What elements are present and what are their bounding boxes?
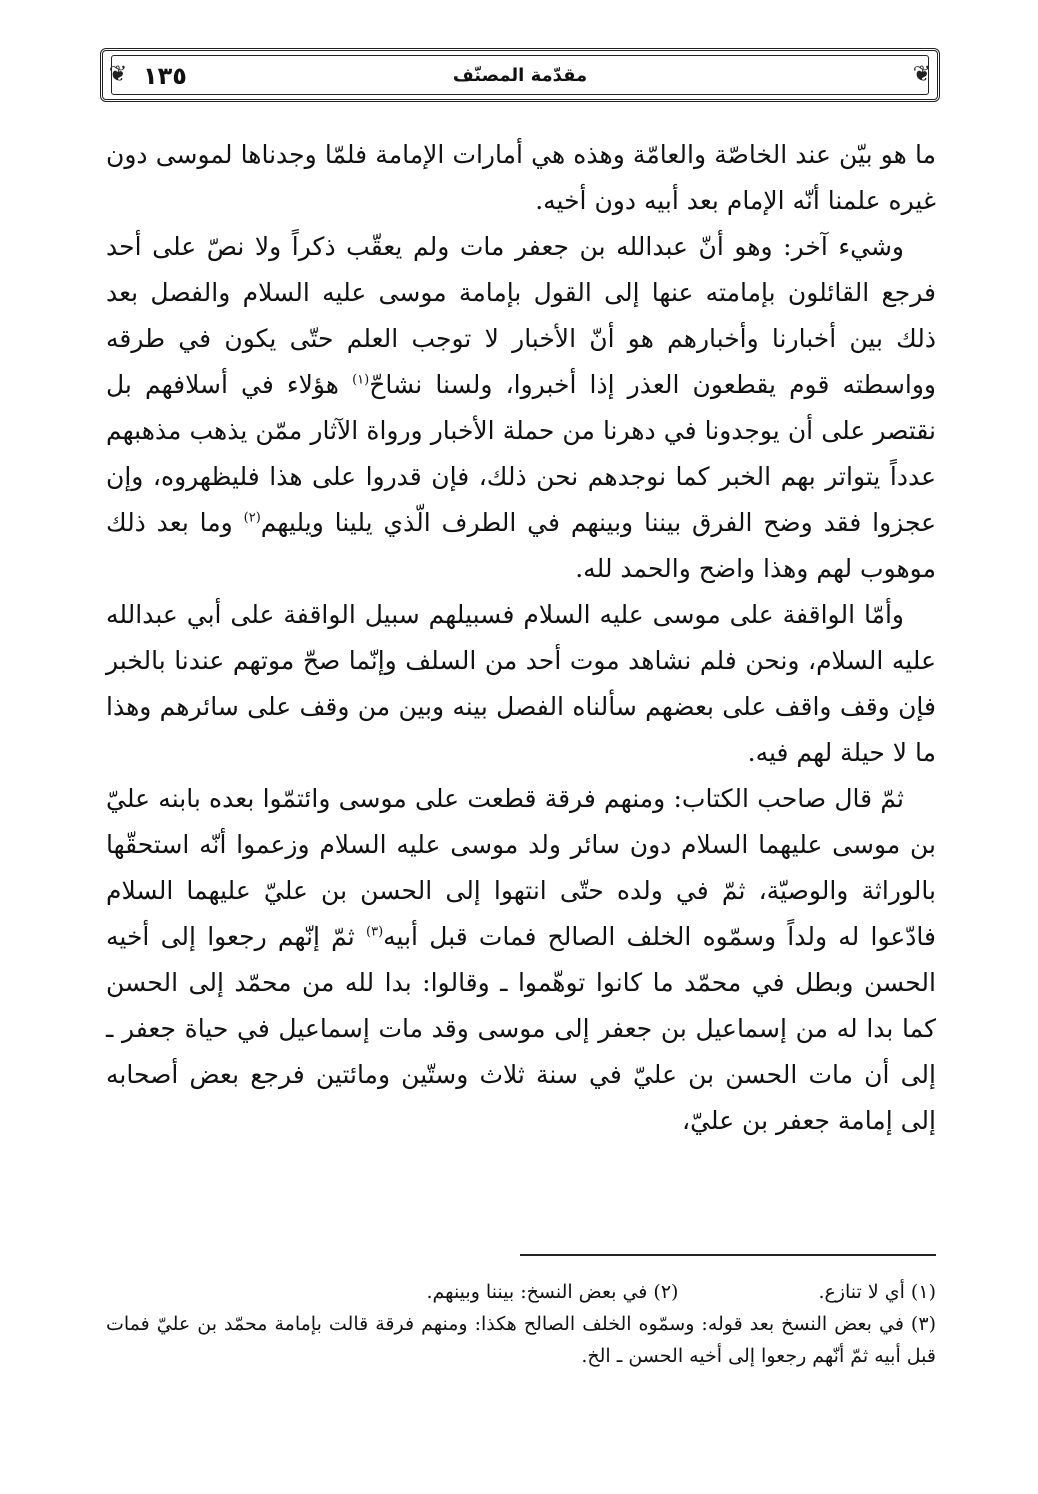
page-number: ١٣٥ xyxy=(143,62,187,90)
footnote-separator xyxy=(520,1254,936,1256)
footnote-ref-3[interactable]: (٣) xyxy=(366,924,384,940)
ornament-left-icon: ❦ xyxy=(108,62,128,87)
footnote-ref-2[interactable]: (٢) xyxy=(243,510,261,526)
paragraph-1: ما هو بيّن عند الخاصّة والعامّة وهذه هي أمارات الإمامة فلمّا وجدناها لموسى دون غيره علمنا أنّه الإمام بعد أبيه دون أخيه. xyxy=(106,140,936,215)
running-header xyxy=(100,48,940,102)
footnote-2: (٢) في بعض النسخ: بيننا وبينهم. xyxy=(426,1281,679,1303)
footnote-ref-1[interactable]: (١) xyxy=(352,372,370,388)
paragraph-2-continuation: هؤلاء في أسلافهم بل نقتصر على أن يوجدونا في دهرنا من حملة الأخبار ورواة الآثار ممّن يذهب مذهبهم عدداً يتواتر بهم الخبر كما نوجدهم نحن ذلك، فإن قدروا على هذا فليظهروه، وإن عجزوا فقد وضح الفرق بيننا وبينهم في الطرف الّذي يلينا ويليهم xyxy=(106,370,937,537)
paragraph-2-text: وشيء آخر: وهو أنّ عبدالله بن جعفر مات ولم يعقّب ذكراً ولا نصّ على أحد فرجع القائلون بإمامته عنها إلى القول بإمامة موسى عليه السلام والفصل بعد ذلك بين أخبارنا وأخبارهم هو أنّ الأخبار لا توجب العلم حتّى يكون في طرقه وواسطته قوم يقطعون العذر إذا أخبروا، ولسنا نشاحّ xyxy=(106,232,936,399)
running-title: مقدّمة المصنّف xyxy=(452,65,588,86)
paragraph-4-text: ثمّ قال صاحب الكتاب: ومنهم فرقة قطعت على موسى وائتمّوا بعده بابنه عليّ بن موسى عليهما السلام دون سائر ولد موسى عليه السلام وزعموا أنّه استحقّها بالوراثة والوصيّة، ثمّ في ولده حتّى انتهوا إلى الحسن بن عليّ عليهما السلام فادّعوا له ولداً وسمّوه الخلف الصالح فمات قبل أبيه xyxy=(106,784,936,951)
main-text xyxy=(106,132,936,1144)
paragraph-2-end: وما بعد ذلك موهوب لهم وهذا واضح والحمد لله. xyxy=(106,508,936,583)
footnote-1: (١) أي لا تنازع. xyxy=(818,1281,936,1303)
footnote-row xyxy=(106,1276,936,1308)
paragraph-3: وأمّا الواقفة على موسى عليه السلام فسبيلهم سبيل الواقفة على أبي عبدالله عليه السلام، ونحن فلم نشاهد موت أحد من السلف وإنّما صحّ موتهم عندنا بالخبر فإن وقف واقف على بعضهم سألناه الفصل بينه وبين من وقف على سائرهم وهذا ما لا حيلة لهم فيه. xyxy=(106,600,936,767)
paragraph-4 xyxy=(106,776,936,1144)
paragraph-4-continuation: ثمّ إنّهم رجعوا إلى أخيه الحسن وبطل في محمّد ما كانوا توهّموا ـ وقالوا: بدا لله من محمّد إلى الحسن كما بدا له من إسماعيل بن جعفر إلى موسى وقد مات إسماعيل في حياة جعفر ـ إلى أن مات الحسن بن عليّ في سنة ثلاث وستّين ومائتين فرجع بعض أصحابه إلى إمامة جعفر بن عليّ، xyxy=(106,922,936,1135)
ornament-right-icon: ❦ xyxy=(912,62,932,87)
footnote-3: (٣) في بعض النسخ بعد قوله: وسمّوه الخلف الصالح هكذا: ومنهم فرقة قالت بإمامة محمّد بن عليّ فمات قبل أبيه ثمّ أنّهم رجعوا إلى أخيه الحسن ـ الخ. xyxy=(106,1313,936,1367)
footnotes xyxy=(106,1276,936,1372)
paragraph-2 xyxy=(106,224,936,592)
